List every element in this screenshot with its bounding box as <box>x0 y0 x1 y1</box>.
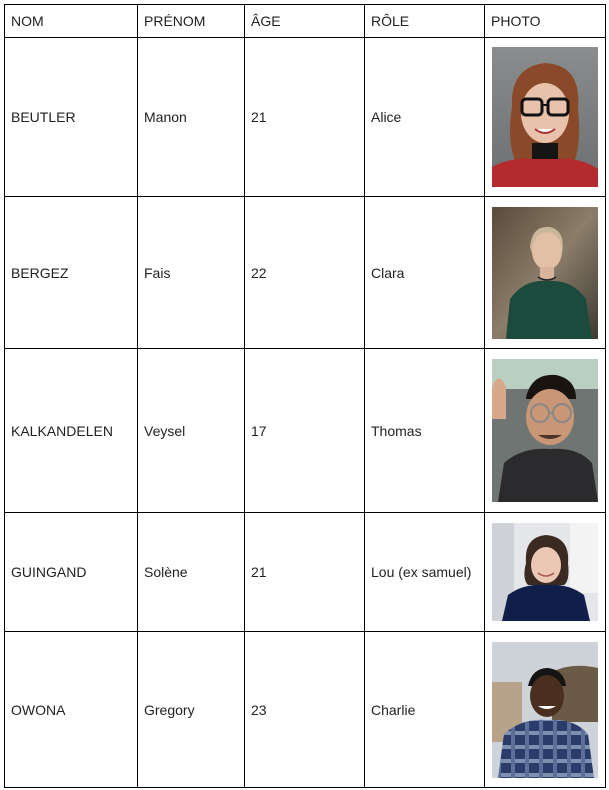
cell-role: Clara <box>365 197 485 349</box>
header-role: RÔLE <box>365 5 485 38</box>
table-wrapper <box>4 4 606 788</box>
cell-photo <box>485 513 606 632</box>
cell-photo <box>485 632 606 788</box>
cell-nom: BERGEZ <box>5 197 138 349</box>
cell-nom: KALKANDELEN <box>5 349 138 513</box>
cell-role: Alice <box>365 38 485 197</box>
header-age: ÂGE <box>245 5 365 38</box>
cell-role: Thomas <box>365 349 485 513</box>
portrait-photo-red-hair-glasses <box>492 47 598 187</box>
cell-prenom: Fais <box>138 197 245 349</box>
table-row <box>5 349 606 513</box>
cell-age: 22 <box>245 197 365 349</box>
cell-age: 21 <box>245 38 365 197</box>
cell-prenom: Solène <box>138 513 245 632</box>
cell-nom: BEUTLER <box>5 38 138 197</box>
portrait-photo-plaid-shirt <box>492 642 598 778</box>
cell-age: 23 <box>245 632 365 788</box>
cell-nom: OWONA <box>5 632 138 788</box>
header-prenom: PRÉNOM <box>138 5 245 38</box>
header-photo: PHOTO <box>485 5 606 38</box>
cell-role: Charlie <box>365 632 485 788</box>
cell-prenom: Manon <box>138 38 245 197</box>
cell-prenom: Gregory <box>138 632 245 788</box>
portrait-photo-green-sweater <box>492 207 598 339</box>
cell-role: Lou (ex samuel) <box>365 513 485 632</box>
cell-age: 21 <box>245 513 365 632</box>
cell-photo <box>485 197 606 349</box>
header-nom: NOM <box>5 5 138 38</box>
portrait-photo-navy-sweater <box>492 523 598 621</box>
cell-prenom: Veysel <box>138 349 245 513</box>
portrait-photo-glasses-hoodie <box>492 359 598 502</box>
table-row <box>5 513 606 632</box>
cell-age: 17 <box>245 349 365 513</box>
table-row <box>5 38 606 197</box>
cast-table <box>4 4 606 788</box>
table-row <box>5 197 606 349</box>
cell-nom: GUINGAND <box>5 513 138 632</box>
cell-photo <box>485 38 606 197</box>
cell-photo <box>485 349 606 513</box>
table-row <box>5 632 606 788</box>
header-row <box>5 5 606 38</box>
